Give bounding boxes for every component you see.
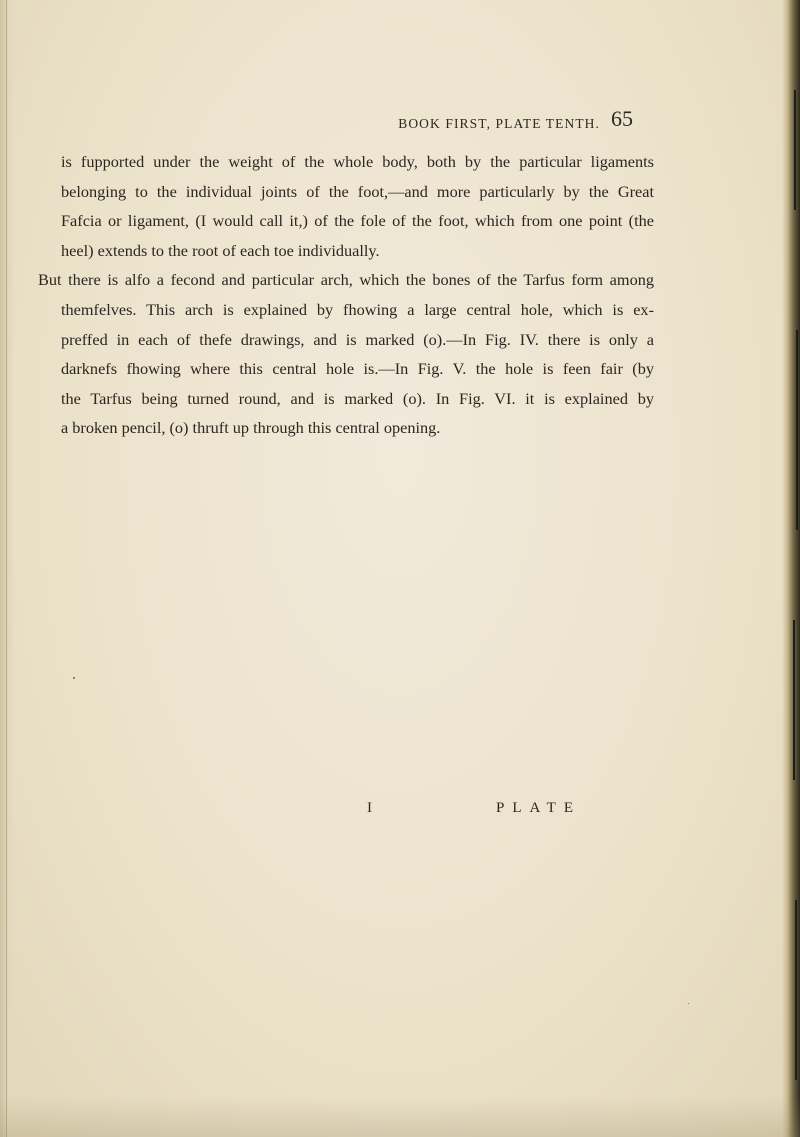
text-line: preffed in each of thefe drawings, and is marked (o).—In Fig. IV. there is only a <box>61 329 654 349</box>
body-text <box>38 147 654 443</box>
running-head: BOOK FIRST, PLATE TENTH. <box>398 116 600 131</box>
text-line: But there is alfo a fecond and particular arch, which the bones of the Tarfus form among <box>38 270 654 290</box>
page-footer <box>0 800 800 824</box>
text-line: is fupported under the weight of the whole body, both by the particular ligaments <box>61 152 654 171</box>
signature-mark: I <box>367 800 373 816</box>
page-left-edge <box>0 0 14 1137</box>
text-line: a broken pencil, (o) thruft up through this central opening. <box>61 418 441 438</box>
text-line: belonging to the individual joints of the foot,—and more particularly by the Great <box>61 181 654 201</box>
text-line: heel) extends to the root of each toe individually. <box>61 240 380 260</box>
text-line: themfelves. This arch is explained by fhowing a large central hole, which is ex- <box>61 299 654 319</box>
paper-speck <box>688 1003 689 1004</box>
page-number: 65 <box>611 106 633 131</box>
page-right-edge <box>782 0 800 1137</box>
page-bottom-shadow <box>0 1097 800 1137</box>
text-line: Fafcia or ligament, (I would call it,) of the fole of the foot, which from one point (the <box>61 211 654 231</box>
text-line: darknefs fhowing where this central hole is.—In Fig. V. the hole is feen fair (by <box>61 359 654 379</box>
text-line: the Tarfus being turned round, and is marked (o). In Fig. VI. it is explained by <box>61 388 654 408</box>
catchword: PLATE <box>496 800 581 816</box>
paper-speck <box>73 677 75 679</box>
